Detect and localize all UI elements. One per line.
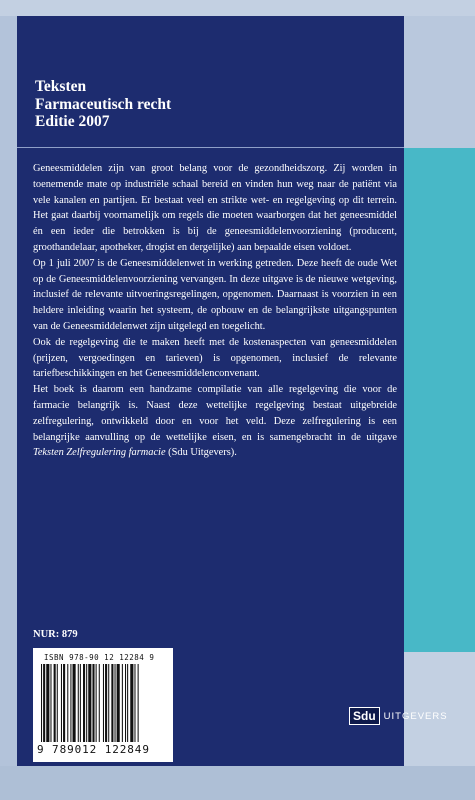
barcode-bar bbox=[99, 664, 100, 742]
barcode-bar bbox=[96, 664, 97, 742]
title-line-3: Editie 2007 bbox=[35, 113, 110, 130]
barcode-bar bbox=[125, 664, 126, 742]
blurb-paragraph-3: Ook de regelgeving die te maken heeft met de kostenaspecten van geneesmiddelen (prijzen, vergoedingen en tarieven) is opgenomen, inclusief de relevante tariefbeschikkingen en het Geneesmiddelenconvenant. bbox=[33, 336, 397, 380]
barcode-bar bbox=[138, 664, 139, 742]
barcode bbox=[33, 648, 173, 762]
barcode-bar bbox=[117, 664, 120, 742]
blurb-paragraph-4 bbox=[33, 382, 397, 461]
blurb-p4-start: Het boek is daarom een handzame compilatie van alle regelgeving die voor de farmacie belangrijk is. Naast deze wettelijke regelgeving bestaat uitgebreide zelfregulering, ontwikkeld door en voor het veld. Deze zelfregulering is een belangrijke aanvulling op de wettelijke eisen, en is samengebracht in de uitgave bbox=[33, 384, 397, 443]
top-band bbox=[0, 0, 475, 16]
cyan-accent-panel bbox=[404, 148, 475, 652]
barcode-bar bbox=[83, 664, 85, 742]
back-cover-blurb bbox=[33, 161, 397, 461]
barcode-bar bbox=[67, 664, 68, 742]
blurb-p4-title: Teksten Zelfregulering farmacie bbox=[33, 447, 166, 459]
barcode-bar bbox=[122, 664, 123, 742]
barcode-bar bbox=[78, 664, 79, 742]
barcode-bar bbox=[80, 664, 81, 742]
barcode-bar bbox=[111, 664, 113, 742]
barcode-bar bbox=[41, 664, 42, 742]
book-title bbox=[35, 78, 171, 131]
barcode-bar bbox=[134, 664, 135, 742]
title-line-2: Farmaceutisch recht bbox=[35, 95, 172, 113]
barcode-bar bbox=[50, 664, 51, 742]
ean-digits: 9 789012 122849 bbox=[37, 743, 150, 756]
barcode-bar bbox=[103, 664, 104, 742]
barcode-bar bbox=[127, 664, 128, 742]
barcode-bar bbox=[88, 664, 91, 742]
barcode-bar bbox=[130, 664, 133, 742]
barcode-bar bbox=[70, 664, 71, 742]
publisher-logo bbox=[349, 707, 448, 725]
barcode-bar bbox=[73, 664, 76, 742]
barcode-bar bbox=[108, 664, 109, 742]
divider bbox=[17, 147, 404, 148]
bottom-band bbox=[0, 766, 475, 800]
barcode-bar bbox=[63, 664, 65, 742]
publisher-name: UITGEVERS bbox=[383, 710, 448, 722]
isbn-text: ISBN 978-90 12 12284 9 bbox=[44, 653, 155, 662]
barcode-bar bbox=[105, 664, 107, 742]
left-strip bbox=[0, 16, 17, 766]
sdu-logo-mark: Sdu bbox=[349, 707, 380, 725]
title-line-1: Teksten bbox=[35, 78, 87, 95]
barcode-bar bbox=[86, 664, 87, 742]
nur-code: NUR: 879 bbox=[33, 629, 78, 640]
barcode-bars bbox=[41, 664, 165, 742]
barcode-bar bbox=[43, 664, 45, 742]
barcode-bar bbox=[54, 664, 56, 742]
blurb-paragraph-1: Geneesmiddelen zijn van groot belang voor de gezondheidszorg. Zij worden in toenemende mate op industriële schaal bereid en vinden hun weg naar de patiënt via vele kanalen en partijen. Er bestaat veel en strikte wet- en regelgeving op dit terrein. Het gaat daarbij voornamelijk om regels die moeten waarborgen dat het geneesmiddel én een ieder die betrokken is bij de geneesmiddelenvoorziening (producent, groothandelaar, apotheker, drogist en dergelijke) aan bepaalde eisen voldoet. bbox=[33, 163, 397, 253]
blurb-paragraph-2: Op 1 juli 2007 is de Geneesmiddelenwet in werking getreden. Deze heeft de oude Wet op de Geneesmiddelenvoorziening vervangen. In deze uitgave is de nieuwe wetgeving, inclusief de relevante uitvoeringsregelingen, opgenomen. Daarnaast is voorzien in een heldere inleiding waarin het systeem, de opbouw en de belangrijkste uitgangspunten van de Geneesmiddelenwet zijn uitgelegd en toegelicht. bbox=[33, 257, 397, 332]
blurb-p4-end: (Sdu Uitgevers). bbox=[165, 447, 237, 459]
barcode-bar bbox=[57, 664, 58, 742]
barcode-bar bbox=[46, 664, 49, 742]
barcode-bar bbox=[61, 664, 62, 742]
barcode-bar bbox=[92, 664, 94, 742]
barcode-bar bbox=[115, 664, 116, 742]
